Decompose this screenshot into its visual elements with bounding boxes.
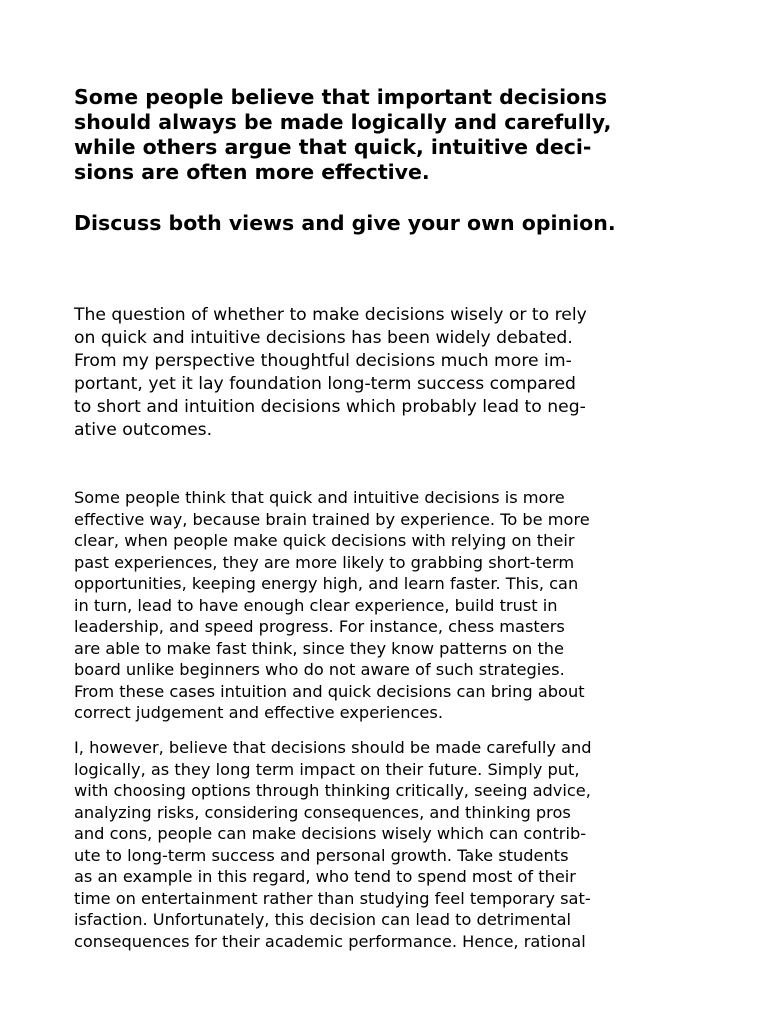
paragraph-line: on quick and intuitive decisions has been widely debated. bbox=[74, 328, 573, 348]
paragraph-line: time on entertainment rather than studying feel temporary sat- bbox=[74, 888, 591, 908]
paragraph-line: logically, as they long term impact on their future. Simply put, bbox=[74, 759, 580, 779]
paragraph-line: to short and intuition decisions which probably lead to neg- bbox=[74, 397, 586, 417]
paragraph-line: consequences for their academic performance. Hence, rational bbox=[74, 931, 586, 951]
paragraph-line: correct judgement and effective experiences. bbox=[74, 703, 443, 722]
paragraph-line: opportunities, keeping energy high, and learn faster. This, can bbox=[74, 574, 579, 593]
paragraph-line: From my perspective thoughtful decisions much more im- bbox=[74, 351, 572, 371]
paragraph-line: with choosing options through thinking critically, seeing advice, bbox=[74, 781, 591, 800]
paragraph-line: as an example in this regard, who tend to spend most of their bbox=[74, 867, 576, 886]
paragraph-line: effective way, because brain trained by experience. To be more bbox=[74, 509, 590, 529]
paragraph-line: Some people think that quick and intuitive decisions is more bbox=[74, 488, 565, 507]
paragraph-line: past experiences, they are more likely to grabbing short-term bbox=[74, 552, 575, 572]
prompt-line: Some people believe that important decisions bbox=[74, 85, 608, 109]
paragraph-line: clear, when people make quick decisions with relying on their bbox=[74, 531, 575, 550]
prompt-line: sions are often more effective. bbox=[74, 160, 430, 184]
paragraph-line: ative outcomes. bbox=[74, 420, 213, 440]
paragraph-line: The question of whether to make decisions wisely or to rely bbox=[74, 305, 587, 325]
paragraph-line: board unlike beginners who do not aware of such strategies. bbox=[74, 660, 565, 679]
paragraph-line: portant, yet it lay foundation long-term success compared bbox=[74, 374, 576, 394]
paragraph-line: ute to long-term success and personal growth. Take students bbox=[74, 845, 569, 865]
paragraph-line: From these cases intuition and quick decisions can bring about bbox=[74, 681, 585, 701]
prompt-line: while others argue that quick, intuitive deci- bbox=[74, 135, 592, 159]
prompt-line: should always be made logically and carefully, bbox=[74, 110, 612, 134]
paragraph-line: isfaction. Unfortunately, this decision can lead to detrimental bbox=[74, 910, 572, 929]
paragraph-line: leadership, and speed progress. For instance, chess masters bbox=[74, 617, 565, 636]
paragraph-line: in turn, lead to have enough clear experience, build trust in bbox=[74, 595, 558, 615]
paragraph-line: and cons, people can make decisions wisely which can contrib- bbox=[74, 824, 587, 843]
paragraph-line: analyzing risks, considering consequences, and thinking pros bbox=[74, 802, 571, 822]
paragraph-line: are able to make fast think, since they know patterns on the bbox=[74, 638, 565, 658]
prompt-instruction: Discuss both views and give your own opinion. bbox=[74, 211, 616, 235]
paragraph-line: I, however, believe that decisions should be made carefully and bbox=[74, 738, 592, 757]
